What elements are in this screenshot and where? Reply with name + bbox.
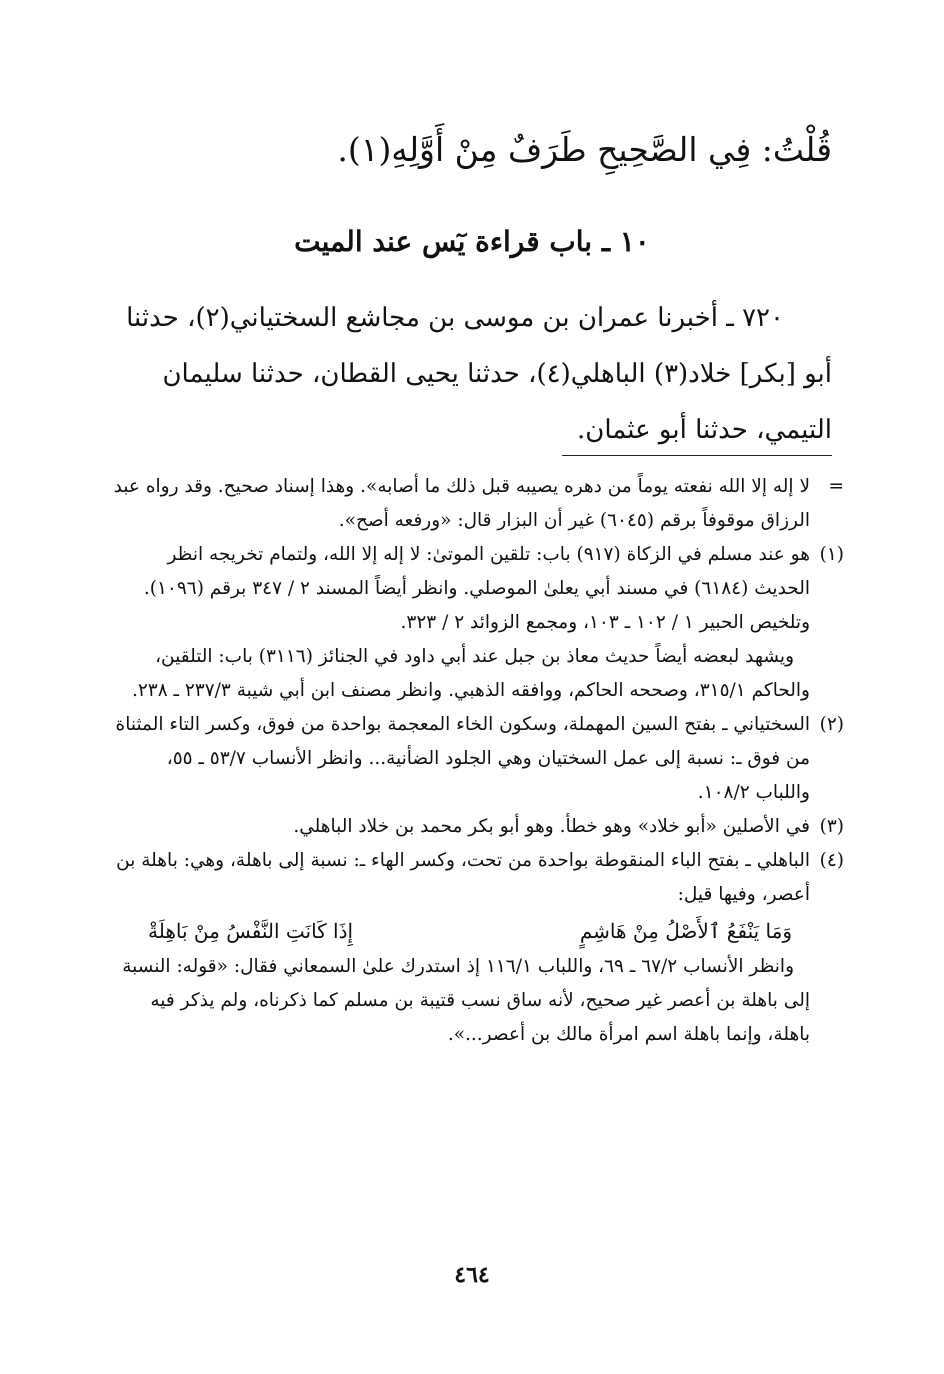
footnote-2 <box>112 708 844 810</box>
footnote-1-para-2: ويشهد لبعضه أيضاً حديث معاذ بن جبل عند أبي داود في الجنائز (٣١١٦) باب: التلقين، والحاكم ٣١٥/١، وصححه الحاكم، ووافقه الذهبي. وانظر مصنف ابن أبي شيبة ٢٣٧/٣ ـ ٢٣٨. <box>131 646 810 701</box>
hadith-line-2: أبو [بكر] خلاد(٣) الباهلي(٤)، حدثنا يحيى القطان، حدثنا سليمان <box>162 359 832 389</box>
footnote-4 <box>112 844 844 912</box>
hadith-line-1: ٧٢٠ ـ أخبرنا عمران بن موسى بن مجاشع السختياني(٢)، حدثنا <box>126 303 784 333</box>
footnote-1-mark: (١) <box>819 544 844 565</box>
hadith-text <box>112 290 832 458</box>
footnote-1 <box>112 538 844 640</box>
footnote-4-mark: (٤) <box>819 850 844 871</box>
verse-second-hemistich: إِذَا كَانَتِ النَّفْسُ مِنْ بَاهِلَةْ <box>148 919 354 943</box>
footnote-3 <box>112 810 844 844</box>
verse-first-hemistich: وَمَا يَنْفَعُ ٱلأَصْلُ مِنْ هَاشِمٍ <box>579 919 792 943</box>
top-note: قُلْتُ: فِي الصَّحِيحِ طَرَفٌ مِنْ أَوَّلِهِ(١). <box>337 130 832 169</box>
footnote-3-text: في الأصلين «أبو خلاد» وهو خطأ. وهو أبو بكر محمد بن خلاد الباهلي. <box>293 816 810 837</box>
footnote-2-mark: (٢) <box>819 714 844 735</box>
page-number: ٤٦٤ <box>454 1262 490 1288</box>
hadith-line-3: التيمي، حدثنا أبو عثمان. <box>576 415 832 445</box>
footnote-continuation <box>112 470 844 538</box>
poetry-verse <box>112 912 844 950</box>
chapter-heading: ١٠ ـ باب قراءة يٓس عند الميت <box>294 225 650 258</box>
footnote-continuation-text: لا إله إلا الله نفعته يوماً من دهره يصيبه قبل ذلك ما أصابه». وهذا إسناد صحيح. وقد رواه عبد الرزاق موقوفاً برقم (٦٠٤٥) غير أن البزار قال: «ورفعه أصح». <box>113 476 810 531</box>
footnote-4-para-2: وانظر الأنساب ٦٧/٢ ـ ٦٩، واللباب ١١٦/١ إذ استدرك علىٰ السمعاني فقال: «قوله: النسبة إلى باهلة بن أعصر غير صحيح، لأنه ساق نسب قتيبة بن مسلم كما ذكرناه، ولم يذكر فيه باهلة، وإنما باهلة اسم امرأة مالك بن أعصر...». <box>122 956 810 1045</box>
footnote-3-mark: (٣) <box>819 816 844 837</box>
footnote-continuation-mark: = <box>828 476 844 497</box>
footnote-separator <box>562 455 832 456</box>
footnotes <box>112 470 844 1052</box>
footnote-4-text: الباهلي ـ بفتح الباء المنقوطة بواحدة من تحت، وكسر الهاء ـ: نسبة إلى باهلة، وهي: باهلة بن أعصر، وفيها قيل: <box>116 850 810 905</box>
footnote-2-text: السختياني ـ بفتح السين المهملة، وسكون الخاء المعجمة بواحدة من فوق، وكسر التاء المثناة من فوق ـ: نسبة إلى عمل السختيان وهي الجلود الضأنية... وانظر الأنساب ٥٣/٧ ـ ٥٥، واللباب ١٠٨/٢. <box>115 714 810 803</box>
footnote-1-text: هو عند مسلم في الزكاة (٩١٧) باب: تلقين الموتىٰ: لا إله إلا الله، ولتمام تخريجه انظر الحديث (٦١٨٤) في مسند أبي يعلىٰ الموصلي. وانظر أيضاً المسند ٢ / ٣٤٧ برقم (١٠٩٦). وتلخيص الحبير ١ / ١٠٢ ـ ١٠٣، ومجمع الزوائد ٢ / ٣٢٣. <box>143 544 810 633</box>
